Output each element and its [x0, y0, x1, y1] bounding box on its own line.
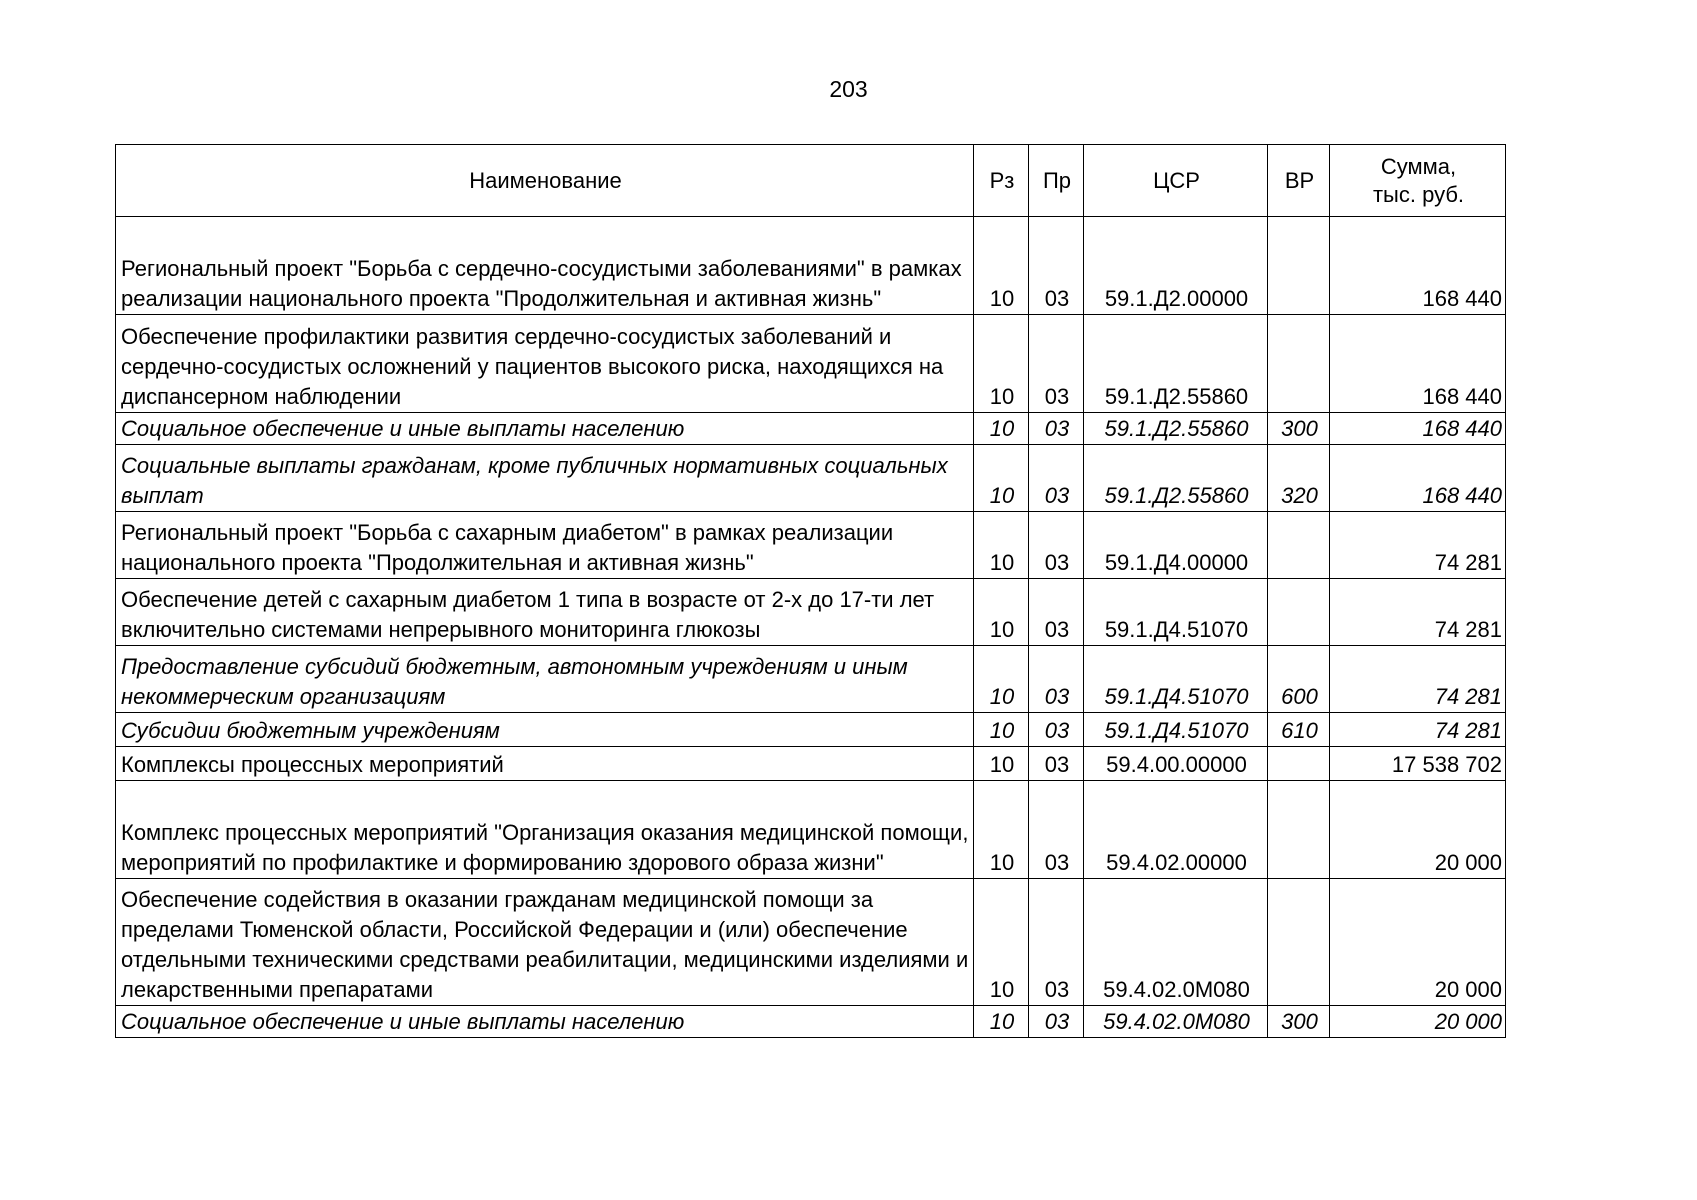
row-pr-cell: 03	[1029, 646, 1084, 713]
table-header-row	[116, 145, 1506, 217]
row-vr-cell	[1268, 579, 1330, 646]
header-vr: ВР	[1268, 145, 1330, 217]
row-vr-cell	[1268, 315, 1330, 413]
row-vr-cell: 300	[1268, 413, 1330, 445]
row-vr-cell: 610	[1268, 713, 1330, 747]
table-row	[116, 445, 1506, 512]
header-pr: Пр	[1029, 145, 1084, 217]
table-row	[116, 713, 1506, 747]
row-vr-cell	[1268, 512, 1330, 579]
row-name-cell: Обеспечение детей с сахарным диабетом 1 типа в возрасте от 2-х до 17-ти лет включительно системами непрерывного мониторинга глюкозы	[116, 579, 974, 646]
table-row	[116, 512, 1506, 579]
row-rz-cell: 10	[974, 747, 1029, 781]
row-sum-cell: 20 000	[1330, 781, 1506, 879]
row-csr-cell: 59.1.Д4.51070	[1084, 646, 1268, 713]
row-pr-cell: 03	[1029, 445, 1084, 512]
row-vr-cell: 600	[1268, 646, 1330, 713]
table-row	[116, 217, 1506, 315]
row-name-cell: Субсидии бюджетным учреждениям	[116, 713, 974, 747]
header-csr: ЦСР	[1084, 145, 1268, 217]
row-rz-cell: 10	[974, 413, 1029, 445]
row-rz-cell: 10	[974, 781, 1029, 879]
table-row	[116, 315, 1506, 413]
row-csr-cell: 59.1.Д4.00000	[1084, 512, 1268, 579]
header-rz: Рз	[974, 145, 1029, 217]
row-vr-cell: 300	[1268, 1006, 1330, 1038]
row-sum-cell: 168 440	[1330, 445, 1506, 512]
header-name: Наименование	[116, 145, 974, 217]
row-rz-cell: 10	[974, 1006, 1029, 1038]
row-sum-cell: 74 281	[1330, 512, 1506, 579]
row-csr-cell: 59.1.Д2.00000	[1084, 217, 1268, 315]
row-vr-cell	[1268, 781, 1330, 879]
header-sum-line2: тыс. руб.	[1372, 181, 1465, 207]
row-vr-cell: 320	[1268, 445, 1330, 512]
row-name-cell: Социальное обеспечение и иные выплаты населению	[116, 413, 974, 445]
row-name-cell: Обеспечение содействия в оказании гражданам медицинской помощи за пределами Тюменской области, Российской Федерации и (или) обеспечение отдельными техническими средствами реабилитации, медицинскими изделиями и лекарственными препаратами	[116, 879, 974, 1006]
row-rz-cell: 10	[974, 512, 1029, 579]
row-pr-cell: 03	[1029, 713, 1084, 747]
header-sum	[1330, 145, 1506, 217]
row-sum-cell: 17 538 702	[1330, 747, 1506, 781]
row-sum-cell: 168 440	[1330, 413, 1506, 445]
row-csr-cell: 59.1.Д4.51070	[1084, 579, 1268, 646]
row-csr-cell: 59.4.02.0М080	[1084, 1006, 1268, 1038]
row-rz-cell: 10	[974, 217, 1029, 315]
row-csr-cell: 59.4.02.0М080	[1084, 879, 1268, 1006]
row-rz-cell: 10	[974, 315, 1029, 413]
row-pr-cell: 03	[1029, 217, 1084, 315]
table-row	[116, 1006, 1506, 1038]
table-row	[116, 646, 1506, 713]
row-rz-cell: 10	[974, 713, 1029, 747]
row-name-cell: Комплексы процессных мероприятий	[116, 747, 974, 781]
row-csr-cell: 59.4.02.00000	[1084, 781, 1268, 879]
row-sum-cell: 168 440	[1330, 217, 1506, 315]
budget-table	[115, 144, 1506, 1038]
row-rz-cell: 10	[974, 879, 1029, 1006]
row-csr-cell: 59.1.Д2.55860	[1084, 445, 1268, 512]
row-pr-cell: 03	[1029, 879, 1084, 1006]
row-sum-cell: 74 281	[1330, 646, 1506, 713]
row-csr-cell: 59.1.Д2.55860	[1084, 413, 1268, 445]
row-pr-cell: 03	[1029, 781, 1084, 879]
row-pr-cell: 03	[1029, 413, 1084, 445]
row-sum-cell: 20 000	[1330, 1006, 1506, 1038]
row-name-cell: Предоставление субсидий бюджетным, автономным учреждениям и иным некоммерческим организациям	[116, 646, 974, 713]
row-pr-cell: 03	[1029, 1006, 1084, 1038]
table-row	[116, 579, 1506, 646]
row-pr-cell: 03	[1029, 579, 1084, 646]
row-name-cell: Региональный проект "Борьба с сахарным диабетом" в рамках реализации национального проекта "Продолжительная и активная жизнь"	[116, 512, 974, 579]
row-rz-cell: 10	[974, 646, 1029, 713]
header-sum-line1: Сумма,	[1380, 153, 1457, 179]
row-sum-cell: 168 440	[1330, 315, 1506, 413]
row-rz-cell: 10	[974, 579, 1029, 646]
row-name-cell: Социальные выплаты гражданам, кроме публичных нормативных социальных выплат	[116, 445, 974, 512]
row-vr-cell	[1268, 879, 1330, 1006]
row-pr-cell: 03	[1029, 747, 1084, 781]
row-pr-cell: 03	[1029, 512, 1084, 579]
table-row	[116, 413, 1506, 445]
row-name-cell: Социальное обеспечение и иные выплаты населению	[116, 1006, 974, 1038]
row-csr-cell: 59.1.Д4.51070	[1084, 713, 1268, 747]
row-sum-cell: 74 281	[1330, 579, 1506, 646]
row-sum-cell: 20 000	[1330, 879, 1506, 1006]
row-rz-cell: 10	[974, 445, 1029, 512]
row-vr-cell	[1268, 747, 1330, 781]
row-name-cell: Обеспечение профилактики развития сердечно-сосудистых заболеваний и сердечно-сосудистых осложнений у пациентов высокого риска, находящихся на диспансерном наблюдении	[116, 315, 974, 413]
row-pr-cell: 03	[1029, 315, 1084, 413]
row-name-cell: Комплекс процессных мероприятий "Организация оказания медицинской помощи, мероприятий по профилактике и формированию здорового образа жизни"	[116, 781, 974, 879]
table-row	[116, 747, 1506, 781]
row-csr-cell: 59.4.00.00000	[1084, 747, 1268, 781]
row-csr-cell: 59.1.Д2.55860	[1084, 315, 1268, 413]
row-sum-cell: 74 281	[1330, 713, 1506, 747]
table-row	[116, 781, 1506, 879]
page-number: 203	[829, 76, 868, 102]
table-row	[116, 879, 1506, 1006]
row-vr-cell	[1268, 217, 1330, 315]
row-name-cell: Региональный проект "Борьба с сердечно-сосудистыми заболеваниями" в рамках реализации национального проекта "Продолжительная и активная жизнь"	[116, 217, 974, 315]
